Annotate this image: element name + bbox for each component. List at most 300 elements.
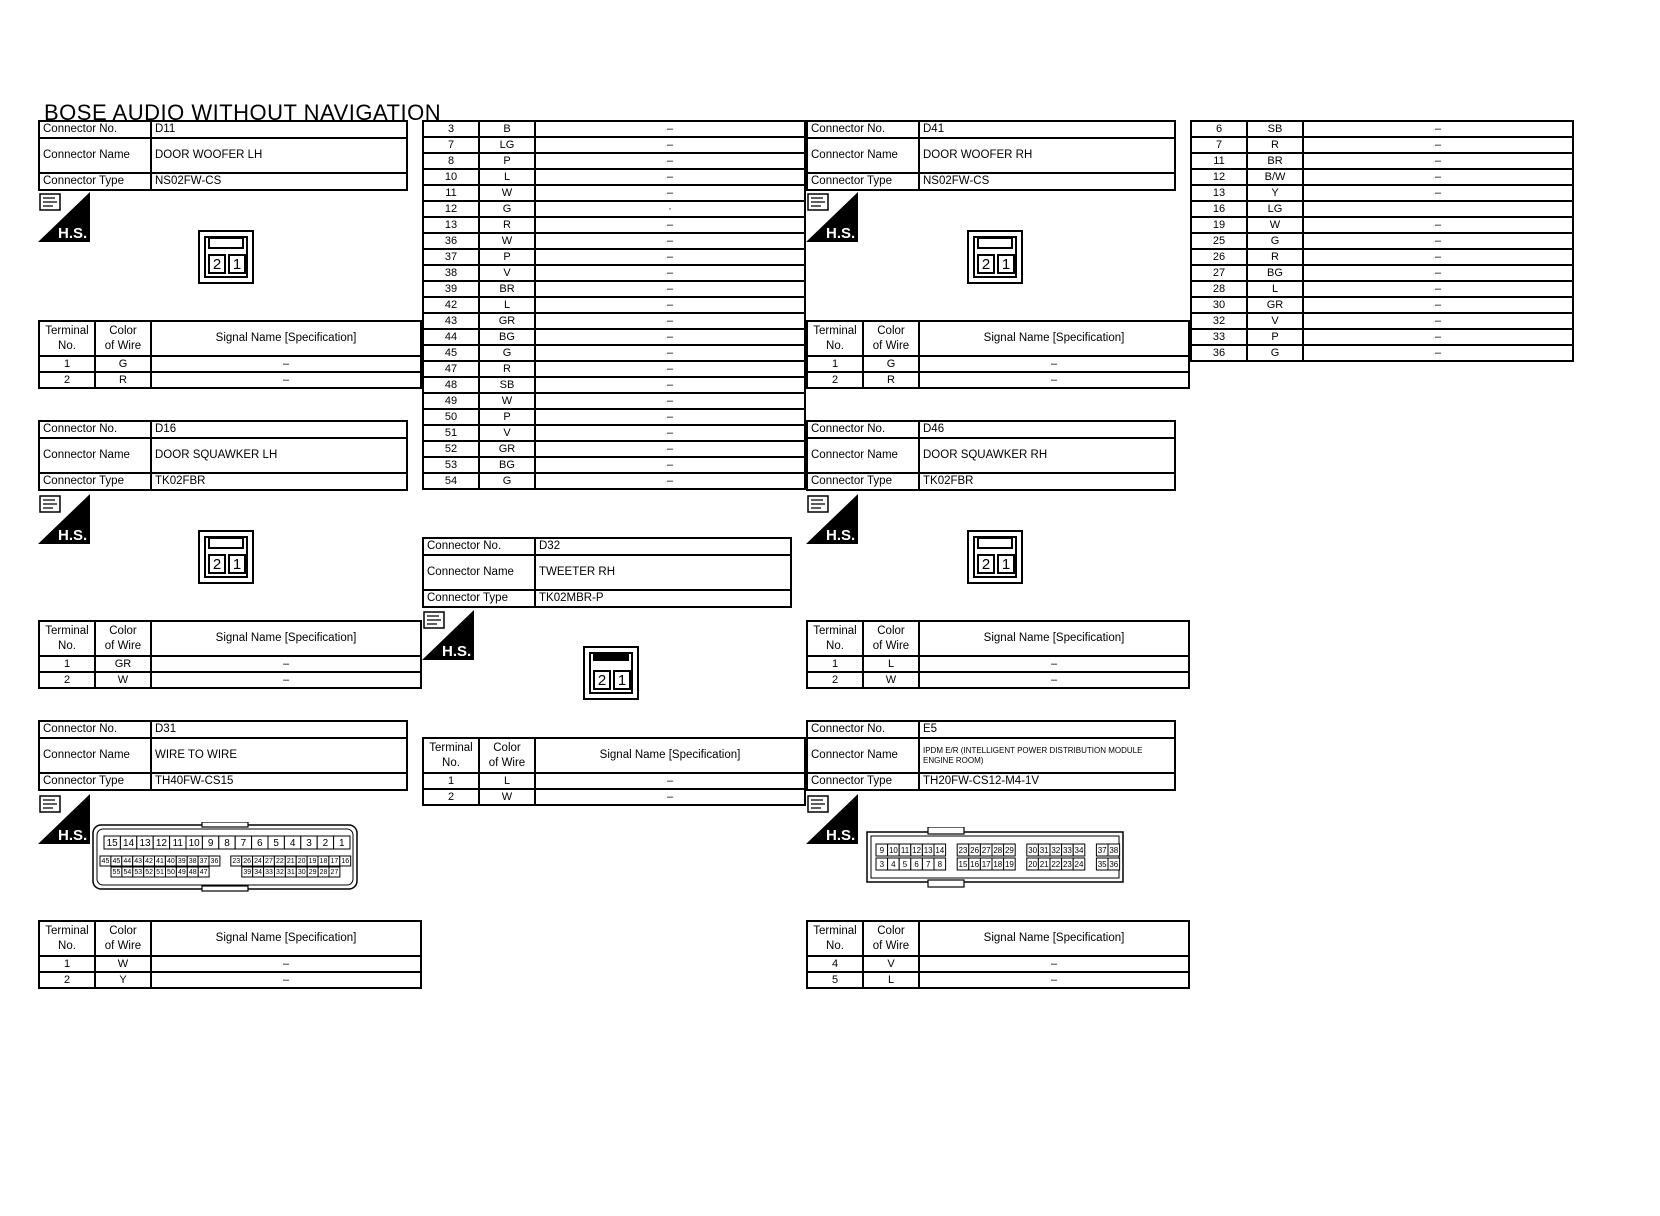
wire-color: BR [479,281,535,297]
terminal-no: 47 [423,361,479,377]
hs-icon [38,794,90,844]
label-connector-no: Connector No. [807,421,919,438]
pin-label: 29 [1004,846,1014,855]
wire-color: LG [1247,201,1303,217]
wire-color: B [479,121,535,137]
pin-2: 2 [977,554,995,574]
terminal-no: 53 [423,457,479,473]
pin-label: 2 [322,838,329,849]
hs-icon [38,192,90,242]
pin-label: 4 [891,860,896,869]
table-row: 2 R – [39,372,421,388]
signal-name: – [1303,217,1573,233]
col-signal: Signal Name [Specification] [535,738,805,773]
table-row [423,409,805,425]
terminal-no: 13 [1191,185,1247,201]
pin-label: 5 [273,838,279,849]
table-row [423,425,805,441]
pin-1: 1 [228,554,246,574]
table-row [423,377,805,393]
pin-label: 49 [177,869,186,876]
table-row [1191,313,1573,329]
terminal-no: 50 [423,409,479,425]
terminal-no: 13 [423,217,479,233]
table-row [423,233,805,249]
signal-name: – [1303,121,1573,137]
terminal-list-right [1190,120,1574,362]
col-color: Color of Wire [863,621,919,656]
label-connector-no: Connector No. [807,721,919,738]
signal-name: – [535,217,805,233]
terminal-no: 11 [423,185,479,201]
pin-label: 30 [297,869,306,876]
pin-label: 24 [254,858,262,865]
col-terminal: Terminal No. [423,738,479,773]
pin-label: 38 [1109,846,1119,855]
connector-info-d46 [806,420,1176,491]
terminal-no: 44 [423,329,479,345]
signal-name: – [1303,169,1573,185]
pin-label: 23 [958,846,968,855]
pin-label: 3 [306,838,312,849]
col-signal: Signal Name [Specification] [151,621,421,656]
pin-label: 24 [1074,860,1084,869]
label-connector-no: Connector No. [39,121,151,138]
pin-label: 22 [1051,860,1061,869]
pin-label: 26 [970,846,980,855]
signal-name: – [535,329,805,345]
wire-color: R [479,217,535,233]
pin-label: 11 [172,838,183,849]
terminal-no: 32 [1191,313,1247,329]
label-connector-type: Connector Type [423,590,535,607]
signal-name: – [535,281,805,297]
table-row [423,265,805,281]
connector-face-d11 [198,230,254,284]
table-row [1191,329,1573,345]
pin-label: 20 [297,858,306,865]
table-row: 2 W – [39,672,421,688]
wire-color: B/W [1247,169,1303,185]
table-row [423,313,805,329]
signal-name: – [535,153,805,169]
table-row [423,153,805,169]
signal-name: – [535,425,805,441]
pin-label: 33 [265,869,273,876]
terminal-no: 51 [423,425,479,441]
signal-name: – [1303,297,1573,313]
connector-name: DOOR SQUAWKER LH [151,438,407,473]
signal-name: – [535,457,805,473]
terminal-no: 36 [423,233,479,249]
pin-label: 23 [232,858,241,865]
connector-face-d16 [198,530,254,584]
wire-color: SB [479,377,535,393]
label-connector-no: Connector No. [807,121,919,138]
pin-2: 2 [977,254,995,274]
col-terminal: Terminal No. [39,321,95,356]
label-connector-name: Connector Name [39,738,151,773]
pin-label: 16 [341,858,350,865]
connector-no: D46 [919,421,1175,438]
terminal-no: 30 [1191,297,1247,313]
signal-name: – [535,393,805,409]
table-row [423,169,805,185]
table-row: 2 Y – [39,972,421,988]
terminal-no: 45 [423,345,479,361]
signal-name: – [535,185,805,201]
table-row [423,217,805,233]
wire-color: G [479,473,535,489]
terminal-no: 19 [1191,217,1247,233]
terminal-no: 25 [1191,233,1247,249]
wire-color: P [479,153,535,169]
pin-label: 18 [319,858,328,865]
signal-name [1303,201,1573,217]
pin-label: 12 [155,838,167,849]
pin-label: 8 [937,860,943,869]
wire-color: P [479,249,535,265]
wire-color: G [479,201,535,217]
terminal-no: 54 [423,473,479,489]
signal-name: – [535,377,805,393]
connector-no: D31 [151,721,407,738]
terminal-no: 26 [1191,249,1247,265]
table-row [1191,185,1573,201]
signal-name: – [1303,345,1573,361]
table-row [423,473,805,489]
connector-face-d41 [967,230,1023,284]
pin-label: 39 [243,869,252,876]
table-row [1191,169,1573,185]
pin-label: 20 [1028,860,1038,869]
col-terminal: Terminal No. [39,621,95,656]
terminal-no: 52 [423,441,479,457]
wire-color: G [1247,233,1303,249]
signal-name: – [1303,185,1573,201]
page-title: BOSE AUDIO WITHOUT NAVIGATION [44,100,442,125]
pin-2: 2 [593,670,611,690]
pin-label: 8 [224,838,230,849]
connector-type: TK02FBR [151,473,407,490]
connector-face-d31 [92,822,360,897]
table-row [1191,201,1573,217]
pin-label: 10 [188,838,200,849]
table-row: 1 G – [39,356,421,372]
pin-label: 35 [1097,860,1107,869]
pin-label: 36 [1109,860,1119,869]
signal-name: – [535,441,805,457]
signal-name: – [1303,153,1573,169]
label-connector-no: Connector No. [39,721,151,738]
pin-label: 12 [912,846,922,855]
terminal-no: 10 [423,169,479,185]
terminal-no: 3 [423,121,479,137]
pin-label: 51 [156,869,164,876]
label-connector-type: Connector Type [39,173,151,190]
terminal-table-d32 [422,737,806,806]
wire-color: W [479,393,535,409]
pin-label: 40 [166,858,175,865]
table-row [1191,217,1573,233]
connector-face-d32 [583,646,639,700]
table-row [1191,153,1573,169]
pin-label: 15 [106,838,118,849]
label-connector-name: Connector Name [807,138,919,173]
col-terminal: Terminal No. [807,621,863,656]
terminal-no: 39 [423,281,479,297]
terminal-no: 7 [1191,137,1247,153]
signal-name: – [1303,233,1573,249]
pin-label: 19 [308,858,317,865]
table-row: 1 L – [423,773,805,789]
hs-label: H.S. [58,527,88,544]
pin-label: 15 [958,860,968,869]
pin-label: 27 [330,869,339,876]
wire-color: V [1247,313,1303,329]
terminal-table-d46 [806,620,1190,689]
terminal-list-middle [422,120,806,490]
terminal-no: 27 [1191,265,1247,281]
connector-name: TWEETER RH [535,555,791,590]
pin-label: 17 [330,858,339,865]
label-connector-no: Connector No. [39,421,151,438]
terminal-table-d41 [806,320,1190,389]
connector-info-d41 [806,120,1176,191]
connector-type: TK02MBR-P [535,590,791,607]
pin-label: 4 [289,838,296,849]
pin-label: 11 [900,846,910,855]
table-row: 2 W – [423,789,805,805]
pin-1: 1 [997,254,1015,274]
label-connector-name: Connector Name [807,438,919,473]
label-connector-name: Connector Name [423,555,535,590]
table-row [423,441,805,457]
signal-name: – [535,409,805,425]
connector-name: DOOR WOOFER LH [151,138,407,173]
pin-label: 37 [1097,846,1107,855]
pin-label: 44 [123,858,132,865]
pin-2: 2 [208,254,226,274]
pin-label: 18 [993,860,1003,869]
wire-color: R [1247,249,1303,265]
table-row [1191,281,1573,297]
pin-label: 13 [139,838,151,849]
pin-1: 1 [228,254,246,274]
pin-label: 19 [1004,860,1014,869]
terminal-no: 33 [1191,329,1247,345]
signal-name: – [535,473,805,489]
wire-color: W [1247,217,1303,233]
pin-label: 55 [112,869,121,876]
hs-label: H.S. [442,643,472,660]
label-connector-type: Connector Type [807,173,919,190]
signal-name: – [535,361,805,377]
pin-label: 17 [981,860,991,869]
pin-label: 6 [257,838,263,849]
col-color: Color of Wire [95,921,151,956]
terminal-table-d11 [38,320,422,389]
connector-info-d31 [38,720,408,791]
connector-no: D16 [151,421,407,438]
wire-color: GR [479,313,535,329]
signal-name: – [535,249,805,265]
pin-label: 14 [123,838,135,849]
wire-color: BG [1247,265,1303,281]
wire-color: L [479,297,535,313]
table-row [423,361,805,377]
label-connector-type: Connector Type [807,473,919,490]
terminal-no: 43 [423,313,479,329]
col-terminal: Terminal No. [807,921,863,956]
label-connector-name: Connector Name [807,738,919,773]
connector-type: NS02FW-CS [919,173,1175,190]
table-row: 1 G – [807,356,1189,372]
wire-color: L [479,169,535,185]
pin-label: 14 [935,846,945,855]
wire-color: Y [1247,185,1303,201]
wire-color: G [1247,345,1303,361]
pin-label: 30 [1028,846,1038,855]
wire-color: P [479,409,535,425]
pin-label: 3 [879,860,885,869]
col-color: Color of Wire [95,621,151,656]
table-row [1191,137,1573,153]
pin-label: 50 [167,869,175,876]
table-row: 2 W – [807,672,1189,688]
connector-name: DOOR SQUAWKER RH [919,438,1175,473]
pin-label: 6 [914,860,919,869]
hs-icon [806,494,858,544]
pin-label: 32 [276,869,284,876]
table-row [1191,121,1573,137]
table-row [423,329,805,345]
col-signal: Signal Name [Specification] [151,921,421,956]
table-row [423,457,805,473]
terminal-no: 16 [1191,201,1247,217]
pin-label: 28 [993,846,1003,855]
signal-name: – [535,297,805,313]
signal-name: – [535,265,805,281]
pin-label: 9 [879,846,885,855]
table-row: 5 L – [807,972,1189,988]
table-row [423,137,805,153]
hs-icon [806,794,858,844]
table-row: 1 W – [39,956,421,972]
col-signal: Signal Name [Specification] [919,621,1189,656]
terminal-no: 28 [1191,281,1247,297]
pin-label: 22 [275,858,284,865]
pin-label: 16 [970,860,980,869]
terminal-no: 42 [423,297,479,313]
pin-label: 33 [1062,846,1072,855]
signal-name: · [535,201,805,217]
wire-color: BG [479,457,535,473]
pin-label: 37 [199,858,208,865]
signal-name: – [1303,281,1573,297]
connector-name: WIRE TO WIRE [151,738,407,773]
terminal-no: 37 [423,249,479,265]
terminal-no: 6 [1191,121,1247,137]
pin-label: 7 [925,860,931,869]
connector-type: TK02FBR [919,473,1175,490]
pin-label: 5 [902,860,908,869]
table-row: 1 L – [807,656,1189,672]
wire-color: SB [1247,121,1303,137]
terminal-table-d31 [38,920,422,989]
connector-info-e5 [806,720,1176,791]
pin-label: 45 [112,858,121,865]
signal-name: – [1303,249,1573,265]
table-row: 1 GR – [39,656,421,672]
connector-name: DOOR WOOFER RH [919,138,1175,173]
label-connector-name: Connector Name [39,138,151,173]
signal-name: – [1303,265,1573,281]
wire-color: R [479,361,535,377]
label-connector-type: Connector Type [807,773,919,790]
terminal-table-e5 [806,920,1190,989]
hs-label: H.S. [826,527,856,544]
pin-label: 26 [243,858,252,865]
signal-name: – [535,345,805,361]
connector-no: E5 [919,721,1175,738]
terminal-no: 49 [423,393,479,409]
signal-name: – [535,313,805,329]
connector-type: TH40FW-CS15 [151,773,407,790]
pin-label: 31 [1039,846,1049,855]
pin-label: 43 [134,858,143,865]
connector-type: TH20FW-CS12-M4-1V [919,773,1175,790]
hs-label: H.S. [826,225,856,242]
pin-label: 21 [1039,860,1049,869]
connector-face-d46 [967,530,1023,584]
terminal-no: 36 [1191,345,1247,361]
wire-color: BR [1247,153,1303,169]
hs-icon [422,610,474,660]
signal-name: – [535,233,805,249]
pin-label: 23 [1062,860,1072,869]
pin-label: 32 [1051,846,1061,855]
pin-label: 53 [134,869,143,876]
pin-1: 1 [613,670,631,690]
pin-label: 27 [981,846,991,855]
connector-no: D11 [151,121,407,138]
hs-icon [38,494,90,544]
wire-color: P [1247,329,1303,345]
pin-label: 27 [265,858,273,865]
label-connector-name: Connector Name [39,438,151,473]
hs-label: H.S. [58,827,88,844]
connector-info-d11 [38,120,408,191]
pin-label: 34 [254,869,263,876]
connector-info-d16 [38,420,408,491]
table-row [1191,297,1573,313]
table-row [1191,265,1573,281]
connector-info-d32 [422,537,792,608]
terminal-no: 38 [423,265,479,281]
pin-label: 47 [199,869,208,876]
terminal-no: 7 [423,137,479,153]
table-row [423,249,805,265]
col-terminal: Terminal No. [807,321,863,356]
wire-color: V [479,425,535,441]
terminal-no: 48 [423,377,479,393]
pin-label: 31 [286,869,295,876]
pin-label: 21 [286,858,295,865]
wire-color: W [479,233,535,249]
signal-name: – [535,137,805,153]
wire-color: BG [479,329,535,345]
